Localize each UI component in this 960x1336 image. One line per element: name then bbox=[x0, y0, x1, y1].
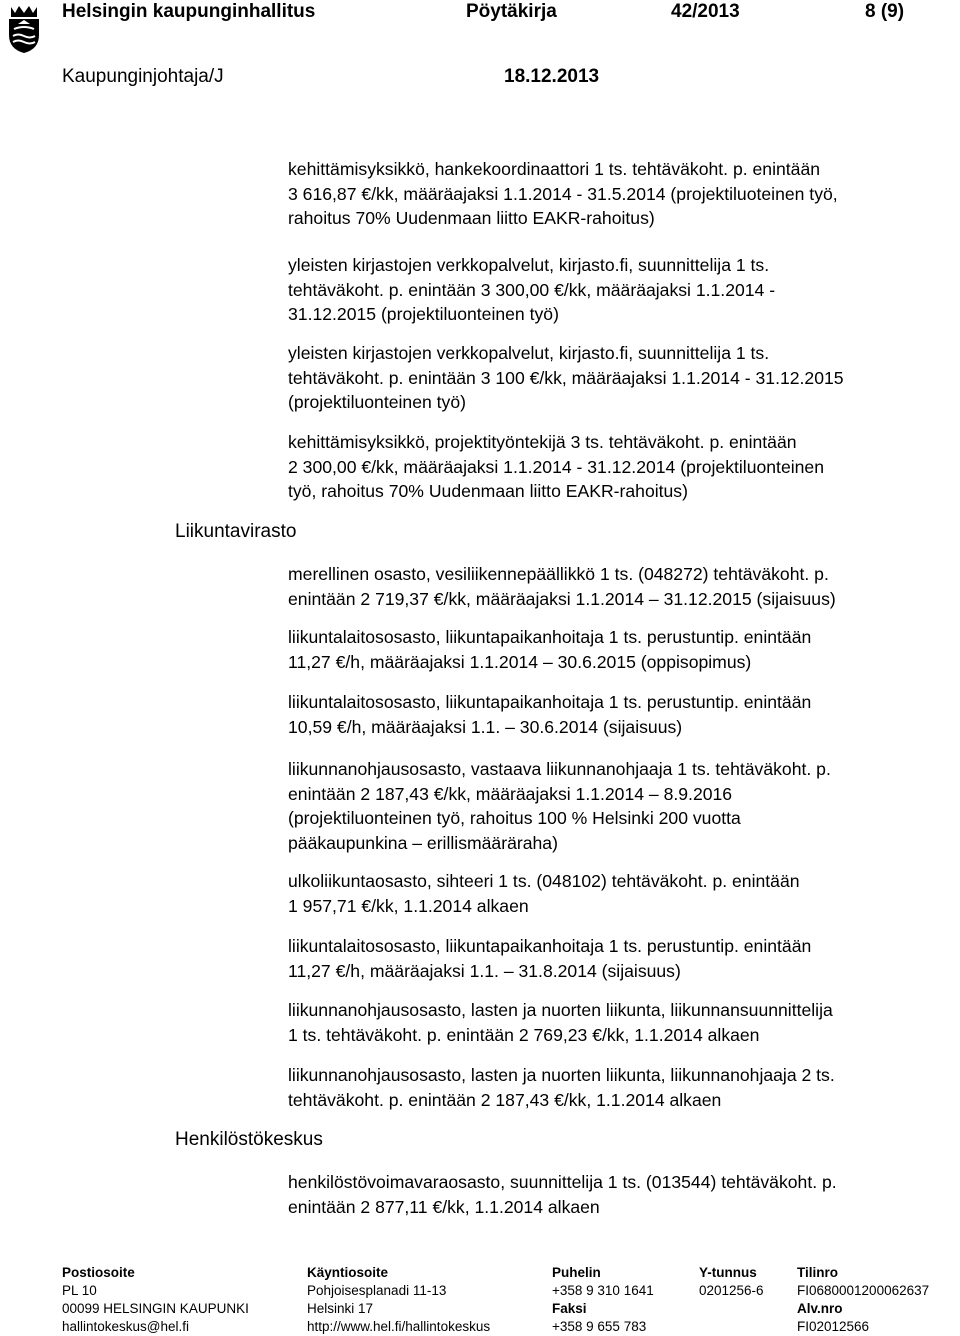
body-name: Kaupunginjohtaja/J bbox=[62, 66, 224, 87]
page-number: 8 (9) bbox=[865, 1, 905, 22]
position-entry: henkilöstövoimavaraosasto, suunnittelija 1 ts. (013544) tehtäväkoht. p. enintään 2 877,11 €/kk, 1.1.2014 alkaen bbox=[288, 1172, 837, 1217]
position-entry: liikuntalaitososasto, liikuntapaikanhoitaja 1 ts. perustuntip. enintään 11,27 €/h, määräajaksi 1.1.2014 – 30.6.2015 (oppisopimus) bbox=[288, 627, 812, 672]
position-entry: yleisten kirjastojen verkkopalvelut, kirjasto.fi, suunnittelija 1 ts. tehtäväkoht. p. enintään 3 300,00 €/kk, määräajaksi 1.1.2014 - 31.12.2015 (projektiluonteinen työ) bbox=[288, 255, 776, 324]
footer-tilinro: Tilinro FI0680001200062637 Alv.nro FI02012566 bbox=[797, 1265, 930, 1334]
position-entry: liikuntalaitososasto, liikuntapaikanhoitaja 1 ts. perustuntip. enintään 11,27 €/h, määräajaksi 1.1. – 31.8.2014 (sijaisuus) bbox=[288, 936, 812, 981]
helsinki-crest-icon bbox=[3, 3, 45, 55]
footer-kayntiosoite: Käyntiosoite Pohjoisesplanadi 11-13 Helsinki 17 http://www.hel.fi/hallintokeskus bbox=[307, 1265, 491, 1334]
position-entry: kehittämisyksikkö, hankekoordinaattori 1 ts. tehtäväkoht. p. enintään 3 616,87 €/kk, määräajaksi 1.1.2014 - 31.5.2014 (projektiluoteinen työ, rahoitus 70% Uudenmaan liitto EAKR-rahoitus) bbox=[288, 159, 838, 228]
meeting-date: 18.12.2013 bbox=[504, 66, 600, 87]
footer-puhelin: Puhelin +358 9 310 1641 Faksi +358 9 655 783 bbox=[552, 1265, 654, 1334]
footer-ytunnus: Y-tunnus 0201256-6 bbox=[699, 1265, 764, 1298]
footer-email-link[interactable]: hallintokeskus@hel.fi bbox=[62, 1319, 190, 1334]
position-entry: liikunnanohjausosasto, lasten ja nuorten liikunta, liikunnanohjaaja 2 ts. tehtäväkoht. p. enintään 2 187,43 €/kk, 1.1.2014 alkaen bbox=[288, 1065, 835, 1110]
position-entry: liikunnanohjausosasto, lasten ja nuorten liikunta, liikunnansuunnittelija 1 ts. tehtäväkoht. p. enintään 2 769,23 €/kk, 1.1.2014 alkaen bbox=[288, 1000, 833, 1045]
document-type: Pöytäkirja bbox=[466, 1, 557, 22]
position-entry: merellinen osasto, vesiliikennepäällikkö 1 ts. (048272) tehtäväkoht. p. enintään 2 719,37 €/kk, määräajaksi 1.1.2014 – 31.12.2015 (sijaisuus) bbox=[288, 564, 836, 609]
position-entry: liikuntalaitososasto, liikuntapaikanhoitaja 1 ts. perustuntip. enintään 10,59 €/h, määräajaksi 1.1. – 30.6.2014 (sijaisuus) bbox=[288, 692, 812, 737]
footer-website-link[interactable]: http://www.hel.fi/hallintokeskus bbox=[307, 1319, 491, 1334]
document-number: 42/2013 bbox=[671, 1, 740, 22]
position-entry: yleisten kirjastojen verkkopalvelut, kirjasto.fi, suunnittelija 1 ts. tehtäväkoht. p. enintään 3 100 €/kk, määräajaksi 1.1.2014 - 31.12.2015 (projektiluonteinen työ) bbox=[288, 343, 844, 412]
position-entry: kehittämisyksikkö, projektityöntekijä 3 ts. tehtäväkoht. p. enintään 2 300,00 €/kk, määräajaksi 1.1.2014 - 31.12.2014 (projektiluonteinen työ, rahoitus 70% Uudenmaan liitto EAKR-rahoitus) bbox=[288, 432, 824, 501]
footer-postiosoite: Postiosoite PL 10 00099 HELSINGIN KAUPUNKI hallintokeskus@hel.fi bbox=[62, 1265, 249, 1334]
position-entry: liikunnanohjausosasto, vastaava liikunnanohjaaja 1 ts. tehtäväkoht. p. enintään 2 187,43 €/kk, määräajaksi 1.1.2014 – 8.9.2016 (projektiluonteinen työ, rahoitus 100 % Helsinki 200 vuotta pääkaupunkina – erillismääräraha) bbox=[288, 759, 831, 853]
position-entry: ulkoliikuntaosasto, sihteeri 1 ts. (048102) tehtäväkoht. p. enintään 1 957,71 €/kk, 1.1.2014 alkaen bbox=[288, 871, 800, 916]
org-name: Helsingin kaupunginhallitus bbox=[62, 1, 316, 22]
section-liikuntavirasto: Liikuntavirasto bbox=[175, 521, 297, 542]
section-henkilostokeskus: Henkilöstökeskus bbox=[175, 1129, 323, 1150]
